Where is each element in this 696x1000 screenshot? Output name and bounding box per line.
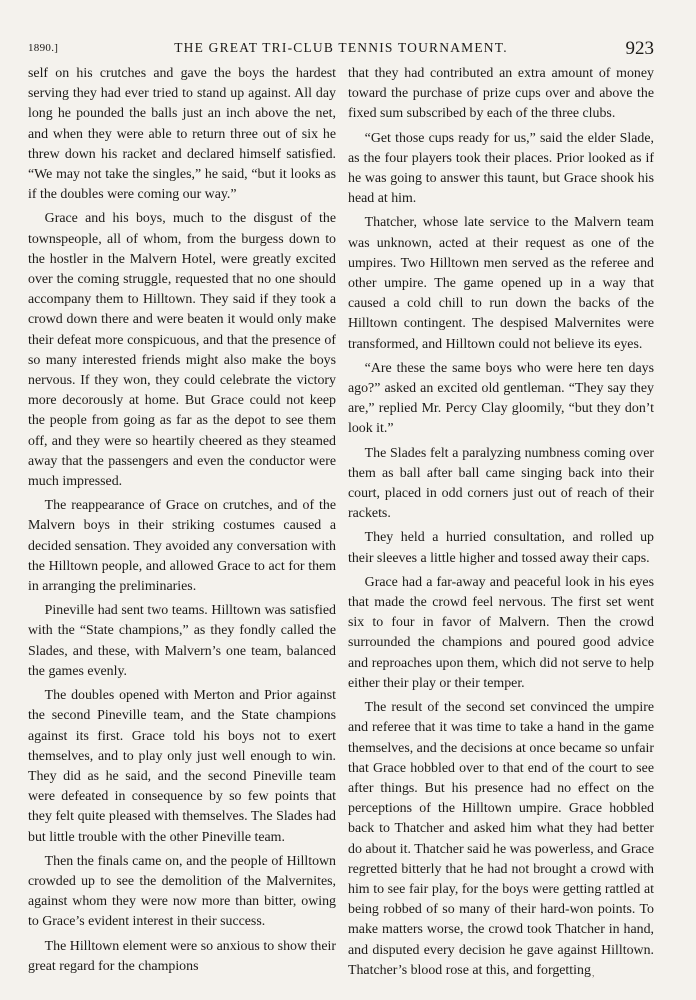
paragraph: Grace had a far-away and peaceful look in his eyes that made the crowd feel nervous. The first set went six to four in favor of Malvern. Then the crowd surrounded the champions and poured good advice and reproaches upon them, which did not serve to help either their play or their temper. bbox=[348, 574, 654, 691]
running-header bbox=[28, 40, 654, 62]
paragraph: self on his crutches and gave the boys the hardest serving they had ever tried to stand up against. All day long he pounded the balls just an inch above the net, and when they were able to return three out of six he threw down his racket and declared himself satisfied. “We may not take the singles,” he said, “but it looks as if the doubles were coming our way.” bbox=[28, 66, 336, 203]
paragraph: The result of the second set convinced the umpire and referee that it was time to take a hand in the game themselves, and the decisions at once became so unfair that Grace hobbled over to that end of the court to see after things. But his presence had no effect on the perceptions of the Hilltown umpire. Grace hobbled back to Thatcher and asked him what they had better do about it. Thatcher said he was powerless, and Grace regretted bitterly that he had not brought a crowd with him to see fair play, for the boys were getting rattled at being robbed of so many of their hard-won points. To make matters worse, the crowd took Thatcher in hand, and disputed every decision he gave against Hilltown. Thatcher’s blood rose at this, and forgetting bbox=[348, 700, 654, 978]
paragraph: The Slades felt a paralyzing numbness coming over them as ball after ball came singing back into their court, placed in odd corners just out of reach of their rackets. bbox=[348, 445, 654, 522]
paragraph: Pineville had sent two teams. Hilltown was satisfied with the “State champions,” as they fondly called the Slades, and these, with Malvern’s one team, balanced the games evenly. bbox=[28, 603, 336, 679]
paragraph: The reappearance of Grace on crutches, and of the Malvern boys in their striking costumes caused a decided sensation. They avoided any conversation with the Hilltown people, and allowed Grace to act for them in arranging the preliminaries. bbox=[28, 498, 336, 595]
header-title: THE GREAT TRI-CLUB TENNIS TOURNAMENT. bbox=[174, 40, 508, 55]
print-mark: , bbox=[592, 968, 595, 979]
paragraph: The doubles opened with Merton and Prior against the second Pineville team, and the State champions against its first. Grace told his boys not to exert themselves, and to play only just well enough to win. They did as he said, and the second Pineville team were defeated in consequence by so few points that they felt quite pleased with themselves. The Slades had but little trouble with the other Pineville team. bbox=[28, 688, 336, 845]
paragraph: that they had contributed an extra amount of money toward the purchase of prize cups over and above the fixed sum subscribed by each of the three clubs. bbox=[348, 66, 654, 122]
paragraph: “Are these the same boys who were here ten days ago?” asked an excited old gentleman. “They say they are,” replied Mr. Percy Clay gloomily, “but they don’t look it.” bbox=[348, 360, 654, 437]
paragraph: “Get those cups ready for us,” said the elder Slade, as the four players took their places. Prior looked as if he was going to answer this taunt, but Grace shook his head at him. bbox=[348, 130, 654, 207]
paragraph: The Hilltown element were so anxious to show their great regard for the champions bbox=[28, 938, 336, 974]
paragraph: They held a hurried consultation, and rolled up their sleeves a little higher and tossed away their caps. bbox=[348, 530, 654, 566]
right-column bbox=[348, 64, 654, 985]
header-date: 1890.] bbox=[28, 42, 59, 54]
paragraph: Grace and his boys, much to the disgust of the townspeople, all of whom, from the burgess down to the hostler in the Malvern Hotel, were greatly excited over the coming struggle, requested that no one should accompany them to Hilltown. They said if they took a crowd down there and were beaten it would only make their defeat more conspicuous, and that the presence of so many interested friends might also make the boys nervous. If they won, they could celebrate the victory more decorously at home. But Grace could not keep the people from going as far as the depot to see them off, and they were so heartily cheered as they steamed away that the passengers and even the conductor were much impressed. bbox=[28, 211, 336, 490]
paragraph: Then the finals came on, and the people of Hilltown crowded up to see the demolition of the Malvernites, against whom they were now more than bitter, owing to Grace’s evident interest in their success. bbox=[28, 853, 336, 930]
left-column bbox=[28, 64, 336, 981]
page-number: 923 bbox=[625, 38, 654, 59]
paragraph: Thatcher, whose late service to the Malvern team was unknown, acted at their request as one of the umpires. Two Hilltown men served as the referee and other umpire. The game opened up in a way that caused a cold chill to run down the backs of the Hilltown contingent. The despised Malvernites were transformed, and Hilltown could not believe its eyes. bbox=[348, 215, 654, 352]
